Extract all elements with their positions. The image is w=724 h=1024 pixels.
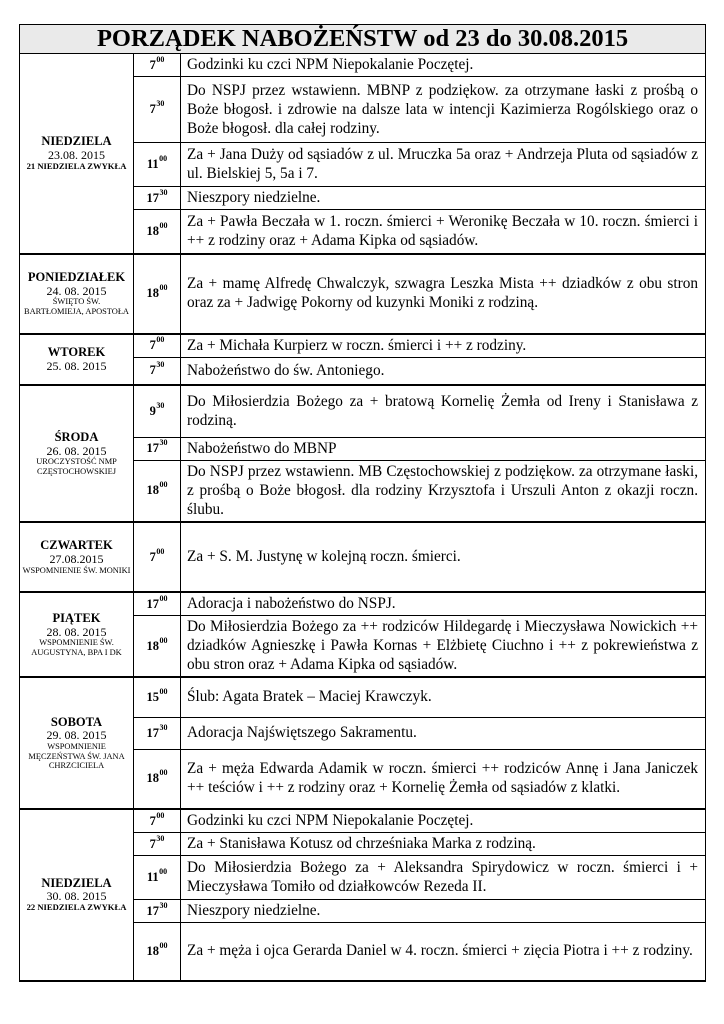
mass-time — [134, 54, 181, 77]
mass-row — [20, 522, 706, 592]
mass-time — [134, 437, 181, 460]
day-date: 27.08.2015 — [49, 551, 104, 566]
mass-time-minutes: 00 — [159, 867, 168, 876]
mass-intention: Za + mamę Alfredę Chwalczyk, szwagra Leszka Mista ++ dziadków z obu stron oraz za + Jadwigę Pokorny od kuzynki Moniki z rodziną. — [181, 254, 706, 334]
mass-intention: Nabożeństwo do MBNP — [181, 437, 706, 460]
mass-time-hour: 17 — [146, 441, 159, 455]
day-feast-note: WSPOMNIENIE ŚW. AUGUSTYNA, BPA I DK — [31, 638, 122, 657]
day-date: 23.08. 2015 — [48, 147, 105, 162]
mass-time-hour: 17 — [146, 596, 159, 611]
mass-time — [134, 749, 181, 809]
mass-time-hour: 7 — [149, 813, 156, 828]
mass-time-hour: 18 — [146, 638, 159, 653]
mass-time-hour: 9 — [149, 403, 156, 418]
mass-intention: Ślub: Agata Bratek – Maciej Krawczyk. — [181, 677, 706, 717]
mass-row — [20, 334, 706, 358]
mass-time-hour: 18 — [146, 943, 159, 958]
mass-time — [134, 187, 181, 210]
day-date: 25. 08. 2015 — [46, 358, 107, 373]
mass-time-minutes: 30 — [156, 833, 165, 843]
mass-time — [134, 677, 181, 717]
mass-time-minutes: 00 — [159, 768, 168, 778]
day-date: 24. 08. 2015 — [46, 283, 107, 298]
day-name: SOBOTA — [50, 714, 103, 729]
mass-time-hour: 18 — [146, 483, 159, 498]
mass-time-hour: 7 — [149, 102, 156, 116]
mass-time-hour: 18 — [146, 771, 159, 786]
mass-intention: Do NSPJ przez wstawienn. MBNP z podziękow. za otrzymane łaski z prośbą o Boże błogosł. i zdrowie na dalsze lata w intencji Kazimierza Rogólskiego oraz o Boże błogosł. dla całej rodziny. — [181, 77, 706, 143]
mass-time-hour: 18 — [146, 223, 159, 238]
day-feast-note: UROCZYSTOŚĆ NMP CZĘSTOCHOWSKIEJ — [36, 457, 117, 476]
mass-time-hour: 7 — [149, 549, 156, 564]
mass-time-minutes: 00 — [156, 546, 165, 556]
day-name: NIEDZIELA — [41, 134, 112, 149]
day-date: 28. 08. 2015 — [46, 624, 107, 639]
mass-time — [134, 522, 181, 592]
mass-intention: Do Miłosierdzia Bożego za + bratową Kornelię Żemła od Ireny i Stanisława z rodziną. — [181, 385, 706, 437]
mass-intention: Za + Michała Kurpierz w roczn. śmierci i ++ z rodziny. — [181, 334, 706, 358]
day-cell — [20, 677, 134, 809]
day-cell — [20, 809, 134, 981]
mass-row — [20, 254, 706, 334]
mass-time — [134, 592, 181, 616]
mass-time-minutes: 30 — [159, 438, 168, 447]
day-cell — [20, 254, 134, 334]
mass-time-minutes: 30 — [156, 99, 165, 108]
mass-time-minutes: 00 — [159, 283, 168, 292]
day-name: PONIEDZIAŁEK — [27, 270, 126, 285]
mass-intention: Nieszpory niedzielne. — [181, 187, 706, 210]
mass-time-minutes: 00 — [159, 635, 168, 645]
mass-time-minutes: 30 — [156, 360, 165, 370]
mass-time — [134, 357, 181, 385]
day-cell — [20, 385, 134, 522]
mass-time — [134, 254, 181, 334]
mass-row — [20, 54, 706, 77]
mass-intention: Do Miłosierdzia Bożego za + Aleksandra Spirydowicz w roczn. śmierci i + Mieczysława Tomiło od działkowców Rezeda II. — [181, 856, 706, 900]
mass-time-minutes: 30 — [159, 900, 168, 910]
mass-time-hour: 18 — [146, 286, 159, 300]
mass-intention: Godzinki ku czci NPM Niepokalanie Poczętej. — [181, 809, 706, 833]
day-name: PIĄTEK — [52, 611, 101, 626]
day-feast-note: 21 NIEDZIELA ZWYKŁA — [26, 160, 127, 171]
mass-row — [20, 592, 706, 616]
mass-time — [134, 77, 181, 143]
mass-intention: Za + S. M. Justynę w kolejną roczn. śmierci. — [181, 522, 706, 592]
day-cell — [20, 54, 134, 254]
mass-time-hour: 11 — [146, 157, 159, 171]
mass-time — [134, 717, 181, 749]
mass-intention: Za + Stanisława Kotusz od chrześniaka Marka z rodziną. — [181, 833, 706, 856]
day-cell — [20, 592, 134, 677]
mass-intention: Nieszpory niedzielne. — [181, 900, 706, 923]
mass-time — [134, 210, 181, 254]
mass-intention: Nabożeństwo do św. Antoniego. — [181, 357, 706, 385]
mass-time-hour: 17 — [146, 903, 159, 918]
mass-time-minutes: 00 — [159, 940, 168, 950]
mass-time-minutes: 00 — [156, 335, 165, 344]
mass-time — [134, 856, 181, 900]
mass-time-minutes: 00 — [156, 810, 165, 820]
page-title: PORZĄDEK NABOŻEŃSTW od 23 do 30.08.2015 — [20, 25, 706, 54]
mass-time-minutes: 00 — [159, 154, 168, 163]
schedule-sheet — [19, 24, 705, 982]
mass-time-minutes: 00 — [159, 220, 168, 230]
mass-time-hour: 7 — [149, 363, 156, 378]
day-name: WTOREK — [47, 345, 106, 360]
mass-time-minutes: 00 — [156, 54, 165, 64]
day-cell — [20, 522, 134, 592]
mass-intention: Do NSPJ przez wstawienn. MB Częstochowskiej z podziękow. za otrzymane łaski, z prośbą o Boże błogosł. dla rodziny Krzysztofa i Urszuli Anton z okazji roczn. ślubu. — [181, 460, 706, 522]
day-date: 26. 08. 2015 — [46, 443, 107, 458]
mass-time-hour: 11 — [146, 870, 159, 884]
mass-time-minutes: 00 — [159, 686, 168, 696]
mass-time — [134, 616, 181, 678]
mass-time-hour: 7 — [149, 836, 156, 851]
day-cell — [20, 334, 134, 386]
mass-time — [134, 143, 181, 187]
day-feast-note: WSPOMNIENIE MĘCZEŃSTWA ŚW. JANA CHRZCICIELA — [28, 742, 125, 770]
title-row — [20, 25, 706, 54]
mass-time — [134, 900, 181, 923]
mass-time-minutes: 30 — [159, 187, 168, 197]
day-feast-note: WSPOMNIENIE ŚW. MONIKI — [22, 565, 131, 575]
mass-intention: Za + męża Edwarda Adamik w roczn. śmierci ++ rodziców Annę i Jana Janiczek ++ teściów i ++ z rodziny oraz + Kornelię Żemła od sąsiadów z klatki. — [181, 749, 706, 809]
mass-row — [20, 385, 706, 437]
day-name: ŚRODA — [54, 430, 99, 445]
mass-time — [134, 809, 181, 833]
day-date: 29. 08. 2015 — [46, 728, 107, 743]
mass-time — [134, 833, 181, 856]
mass-time-minutes: 00 — [159, 480, 168, 490]
mass-intention: Do Miłosierdzia Bożego za ++ rodziców Hildegardę i Mieczysława Nowickich ++ dziadków Agnieszkę i Pawła Kornas + Elżbietę Ciuchno i ++ z pokrewieństwa z obu stron oraz + Adama Kipka od sąsiadów. — [181, 616, 706, 678]
mass-intention: Godzinki ku czci NPM Niepokalanie Poczętej. — [181, 54, 706, 77]
mass-intention: Za + Jana Duży od sąsiadów z ul. Mruczka 5a oraz + Andrzeja Pluta od sąsiadów z ul. Bielskiej 5, 5a i 7. — [181, 143, 706, 187]
mass-intention: Adoracja i nabożeństwo do NSPJ. — [181, 592, 706, 616]
mass-row — [20, 677, 706, 717]
mass-intention: Za + męża i ojca Gerarda Daniel w 4. roczn. śmierci + zięcia Piotra i ++ z rodziny. — [181, 923, 706, 981]
schedule-table — [19, 24, 706, 982]
mass-time — [134, 460, 181, 522]
mass-intention: Adoracja Najświętszego Sakramentu. — [181, 717, 706, 749]
mass-time — [134, 385, 181, 437]
day-date: 30. 08. 2015 — [46, 889, 107, 904]
mass-time-hour: 15 — [146, 689, 159, 704]
day-name: NIEDZIELA — [41, 875, 112, 890]
day-name: CZWARTEK — [40, 538, 113, 553]
mass-time-minutes: 00 — [159, 593, 168, 603]
mass-time — [134, 923, 181, 981]
mass-intention: Za + Pawła Beczała w 1. roczn. śmierci + Weronikę Beczała w 10. roczn. śmierci i ++ z rodziny oraz + Adama Kipka od sąsiadów. — [181, 210, 706, 254]
mass-time-hour: 7 — [149, 57, 156, 72]
mass-time-hour: 7 — [149, 338, 156, 352]
day-feast-note: ŚWIĘTO ŚW. BARTŁOMIEJA, APOSTOŁA — [24, 297, 129, 316]
mass-time-hour: 17 — [146, 190, 159, 205]
day-feast-note: 22 NIEDZIELA ZWYKŁA — [26, 902, 127, 913]
mass-time-minutes: 30 — [156, 400, 165, 410]
mass-time-hour: 17 — [146, 725, 159, 740]
mass-time-minutes: 30 — [159, 722, 168, 732]
mass-time — [134, 334, 181, 358]
mass-row — [20, 809, 706, 833]
